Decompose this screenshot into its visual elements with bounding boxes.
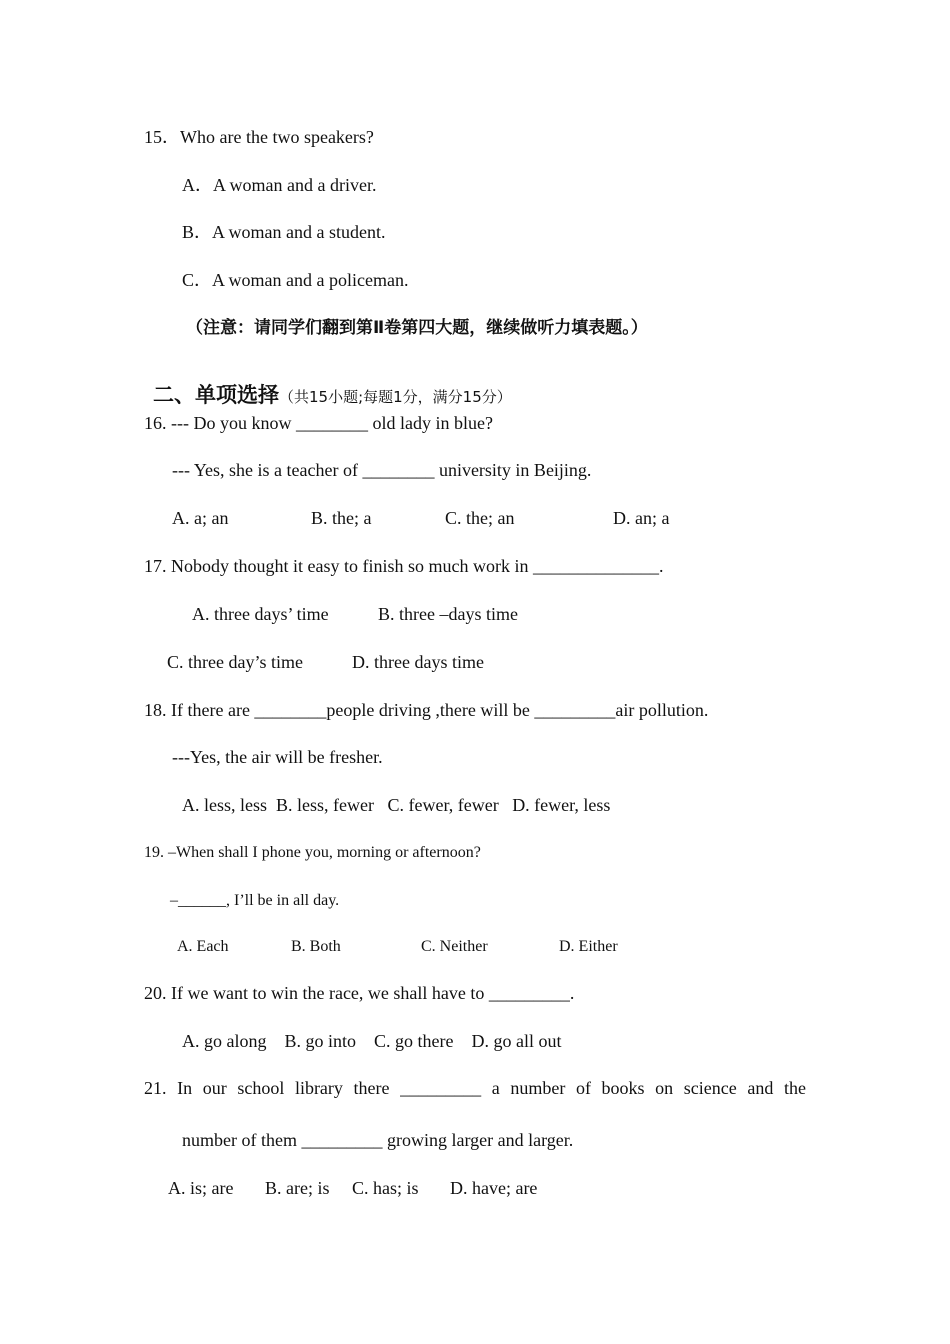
q21-word: 21.	[144, 1078, 167, 1098]
question-16-line-1: 16. --- Do you know ________ old lady in blue?	[144, 413, 493, 433]
q21-word: number	[510, 1078, 566, 1098]
q21-word: our	[202, 1078, 227, 1098]
question-19-option-d: D. Either	[559, 938, 618, 955]
question-21-options: A. is; are B. are; is C. has; is D. have; are	[168, 1178, 538, 1198]
question-16-option-c: C. the; an	[445, 508, 515, 528]
question-17-option-d: D. three days time	[352, 652, 484, 672]
question-20-options: A. go along B. go into C. go there D. go all out	[182, 1031, 562, 1051]
q21-word: the	[783, 1078, 806, 1098]
question-20-stem: 20. If we want to win the race, we shall have to _________.	[144, 983, 575, 1003]
question-17-stem: 17. Nobody thought it easy to finish so much work in ______________.	[144, 556, 664, 576]
q21-word: there	[353, 1078, 390, 1098]
question-15-option-b: B．A woman and a student.	[182, 222, 386, 242]
question-17-option-b: B. three –days time	[378, 604, 518, 624]
q21-word: _________	[400, 1078, 482, 1098]
question-16-line-2: --- Yes, she is a teacher of ________ university in Beijing.	[172, 460, 592, 480]
question-19-line-1: 19. –When shall I phone you, morning or afternoon?	[144, 844, 481, 861]
section-2-subtitle: （共15小题;每题1分，满分15分）	[279, 388, 512, 406]
question-16-option-a: A. a; an	[172, 508, 229, 528]
question-17-option-a: A. three days’ time	[192, 604, 329, 624]
question-16-option-b: B. the; a	[311, 508, 372, 528]
question-21-line-1	[144, 1077, 806, 1099]
question-15-stem: 15．Who are the two speakers?	[144, 127, 374, 147]
question-19-option-a: A. Each	[177, 938, 229, 955]
question-18-line-2: ---Yes, the air will be fresher.	[172, 747, 383, 767]
question-19-line-2: –______, I’ll be in all day.	[170, 892, 340, 909]
q21-word: science	[683, 1078, 737, 1098]
question-19-option-b: B. Both	[291, 938, 341, 955]
q21-word: on	[655, 1078, 674, 1098]
q21-word: In	[177, 1078, 193, 1098]
q21-word: and	[747, 1078, 774, 1098]
q21-word: library	[294, 1078, 343, 1098]
question-15-option-c: C．A woman and a policeman.	[182, 270, 409, 290]
section-2-heading	[144, 362, 512, 408]
question-16-option-d: D. an; a	[613, 508, 670, 528]
q21-word: school	[237, 1078, 285, 1098]
q21-word: a	[491, 1078, 500, 1098]
q21-word: of	[575, 1078, 591, 1098]
listening-notice: （注意：请同学们翻到第Ⅱ卷第四大题，继续做听力填表题。）	[186, 318, 648, 338]
question-15-option-a: A．A woman and a driver.	[182, 175, 377, 195]
question-21-line-2: number of them _________ growing larger and larger.	[182, 1130, 574, 1150]
question-18-line-1: 18. If there are ________people driving ,there will be _________air pollution.	[144, 700, 709, 720]
section-2-title: 二、单项选择	[153, 383, 279, 407]
q21-word: books	[601, 1078, 645, 1098]
question-19-option-c: C. Neither	[421, 938, 488, 955]
question-17-option-c: C. three day’s time	[167, 652, 303, 672]
question-18-options: A. less, less B. less, fewer C. fewer, fewer D. fewer, less	[182, 795, 611, 815]
